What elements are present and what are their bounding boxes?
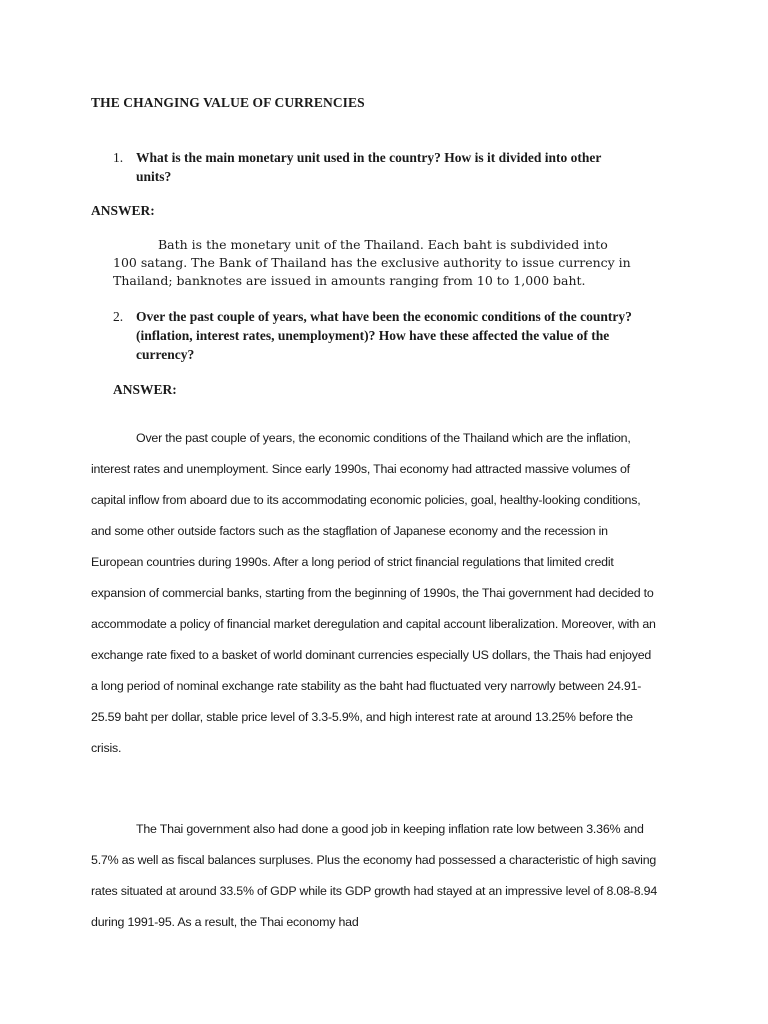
answer-2-paragraph-2: The Thai government also had done a good job in keeping inflation rate low between 3.36% and 5.7% as well as fiscal balances surpluses. Plus the economy had possessed a characteristic of high saving rates situated at around 33.5% of GDP while its GDP growth had stayed at an impressive level of 8.08-8.94 during 1991-95. As a result, the Thai economy had — [91, 822, 658, 929]
answer-1-text: Bath is the monetary unit of the Thailand. Each baht is subdivided into 100 satang. The Bank of Thailand has the exclusive authority to issue currency in Thailand; banknotes are issued in amounts ranging from 10 to 1,000 baht. — [113, 237, 631, 288]
answer-2-label: ANSWER: — [113, 382, 177, 397]
answer-1-label: ANSWER: — [91, 203, 155, 218]
question-1-number: 1. — [113, 150, 124, 165]
question-1-text: What is the main monetary unit used in the country? How is it divided into other units? — [136, 150, 602, 184]
question-2-number: 2. — [113, 309, 124, 324]
question-2-text: Over the past couple of years, what have been the economic conditions of the country? (inflation, interest rates, unemployment)? How have these affected the value of the currency? — [136, 309, 632, 362]
document-title: THE CHANGING VALUE OF CURRENCIES — [91, 95, 365, 110]
answer-2-paragraph-1: Over the past couple of years, the economic conditions of the Thailand which are the inflation, interest rates and unemployment. Since early 1990s, Thai economy had attracted massive volumes of capital inflow from aboard due to its accommodating economic policies, goal, healthy-looking conditions, and some other outside factors such as the stagflation of Japanese economy and the recession in European countries during 1990s. After a long period of strict financial regulations that limited credit expansion of commercial banks, starting from the beginning of 1990s, the Thai government had decided to accommodate a policy of financial market deregulation and capital account liberalization. Moreover, with an exchange rate fixed to a basket of world dominant currencies especially US dollars, the Thais had enjoyed a long period of nominal exchange rate stability as the baht had fluctuated very narrowly between 24.91-25.59 baht per dollar, stable price level of 3.3-5.9%, and high interest rate at around 13.25% before the crisis. — [91, 431, 656, 755]
